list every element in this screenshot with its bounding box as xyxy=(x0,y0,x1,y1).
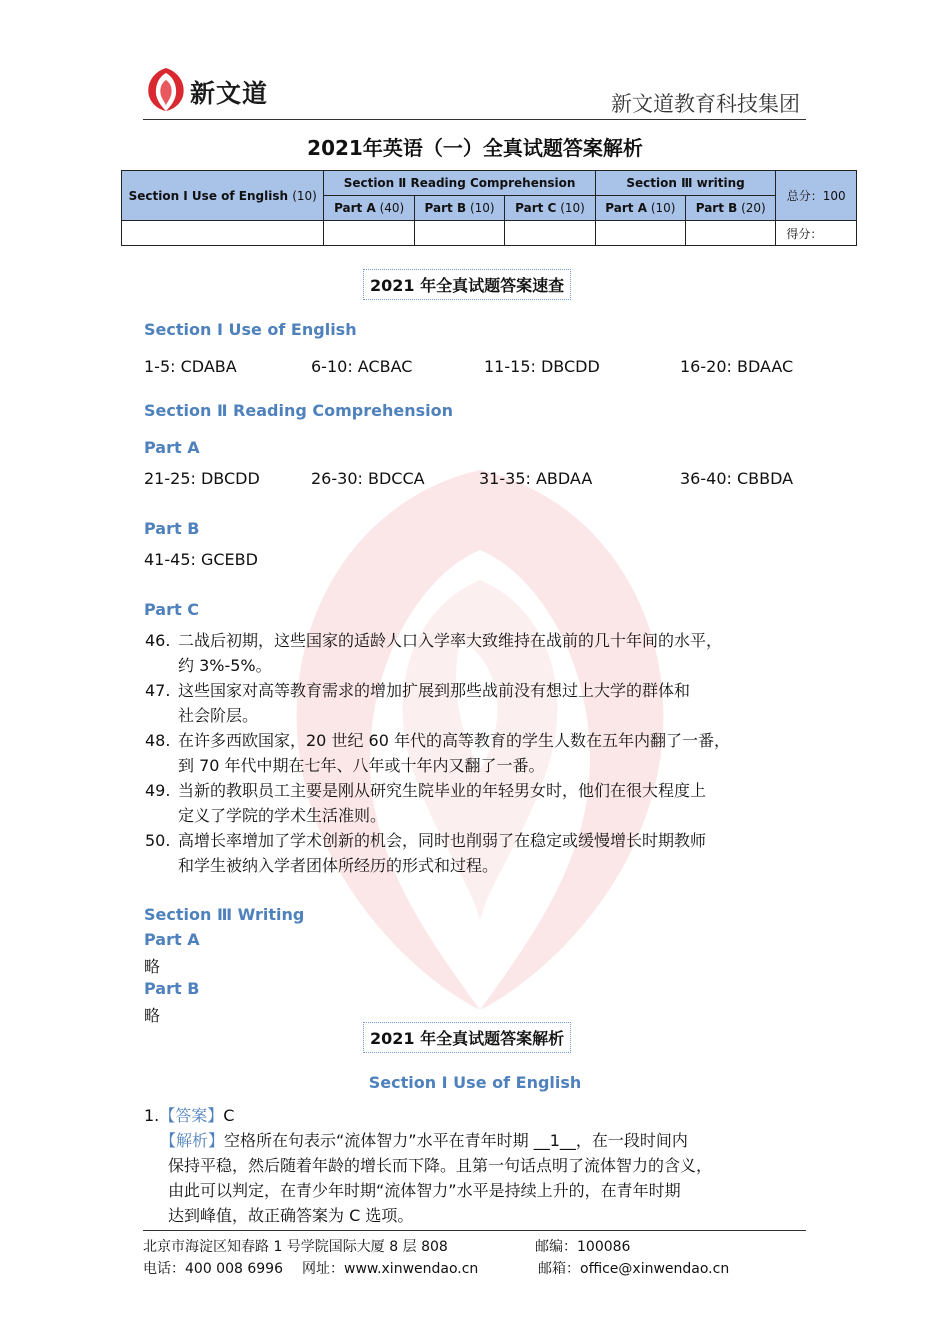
analysis-title: 2021 年全真试题答案解析 xyxy=(363,1022,571,1053)
translation-item: 46. 二战后初期，这些国家的适龄人口入学率大致维持在战前的几十年间的水平， 约 3%-5%。 xyxy=(145,631,723,675)
footer-postcode: 邮编：100086 xyxy=(535,1239,631,1255)
analysis-section1-title: Section I Use of English xyxy=(368,1073,582,1092)
section1-header: Section I Use of English (10) xyxy=(122,171,324,221)
score-cell xyxy=(505,221,595,246)
section2-title: Section Ⅱ Reading Comprehension xyxy=(144,401,453,420)
writing-part-a-title: Part A xyxy=(144,930,200,949)
logo-icon xyxy=(143,66,189,112)
section3-title: Section Ⅲ Writing xyxy=(144,905,305,924)
answer-group: 11-15: DBCDD xyxy=(484,357,600,376)
score-cell xyxy=(122,221,324,246)
translation-item: 49. 当新的教职员工主要是刚从研究生院毕业的年轻男女时，他们在很大程度上 定义了学院的学术生活准则。 xyxy=(145,781,707,825)
part-header: Part B (10) xyxy=(414,196,504,221)
answer-group: 31-35: ABDAA xyxy=(479,469,593,488)
answer-group: 1-5: CDABA xyxy=(144,357,237,376)
section1-title: Section I Use of English xyxy=(144,320,357,339)
footer-address: 北京市海淀区知春路 1 号学院国际大厦 8 层 808 xyxy=(143,1239,448,1255)
question-1-explanation-line: 保持平稳，然后随着年龄的增长而下降。且第一句话点明了流体智力的含义， xyxy=(168,1156,713,1175)
answer-group: 26-30: BDCCA xyxy=(311,469,425,488)
translation-item: 50. 高增长率增加了学术创新的机会，同时也削弱了在稳定或缓慢增长时期教师 和学生被纳入学者团体所经历的形式和过程。 xyxy=(145,831,707,875)
answer-group: 6-10: ACBAC xyxy=(311,357,413,376)
section2-header: Section Ⅱ Reading Comprehension xyxy=(324,171,595,196)
translation-item: 48. 在许多西欧国家，20 世纪 60 年代的高等教育的学生人数在五年内翻了一番， 到 70 年代中期在七年、八年或十年内又翻了一番。 xyxy=(145,731,730,775)
part-a-title: Part A xyxy=(144,438,200,457)
translation-item: 47. 这些国家对高等教育需求的增加扩展到那些战前没有想过上大学的群体和 社会阶层。 xyxy=(145,681,691,725)
company-name: 新文道教育科技集团 xyxy=(611,92,800,116)
footer-divider xyxy=(143,1230,806,1231)
footer-phone: 电话：400 008 6996 xyxy=(143,1261,283,1277)
answer-group: 16-20: BDAAC xyxy=(680,357,794,376)
quick-answers-title: 2021 年全真试题答案速查 xyxy=(363,269,571,300)
footer-email[interactable]: 邮箱：office@xinwendao.cn xyxy=(538,1261,730,1277)
part-header: Part B (20) xyxy=(686,196,776,221)
part-header: Part A (40) xyxy=(324,196,414,221)
writing-part-b-text: 略 xyxy=(144,1006,161,1025)
score-table xyxy=(121,170,857,246)
answer-group: 41-45: GCEBD xyxy=(144,550,258,569)
score-cell xyxy=(686,221,776,246)
header-divider xyxy=(143,119,806,120)
question-1-explanation-line: 【解析】空格所在句表示“流体智力”水平在青年时期 __1__，在一段时间内 xyxy=(160,1131,688,1150)
question-1-answer: 1.【答案】C xyxy=(144,1106,235,1125)
writing-part-b-title: Part B xyxy=(144,979,200,998)
score-cell xyxy=(324,221,414,246)
writing-part-a-text: 略 xyxy=(144,957,161,976)
part-header: Part A (10) xyxy=(595,196,685,221)
total-score: 总分：100 xyxy=(776,171,857,221)
part-header: Part C (10) xyxy=(505,196,595,221)
footer-website[interactable]: 网址：www.xinwendao.cn xyxy=(302,1261,479,1277)
question-1-explanation-line: 达到峰值，故正确答案为 C 选项。 xyxy=(168,1206,414,1225)
answer-group: 36-40: CBBDA xyxy=(680,469,794,488)
score-label: 得分： xyxy=(776,221,857,246)
score-cell xyxy=(595,221,685,246)
section3-header: Section Ⅲ writing xyxy=(595,171,776,196)
score-cell xyxy=(414,221,504,246)
logo-text: 新文道 xyxy=(190,79,269,108)
part-b-title: Part B xyxy=(144,519,200,538)
part-c-title: Part C xyxy=(144,600,199,619)
page-title: 2021年英语（一）全真试题答案解析 xyxy=(307,136,643,160)
answer-group: 21-25: DBCDD xyxy=(144,469,260,488)
question-1-explanation-line: 由此可以判定，在青少年时期“流体智力”水平是持续上升的，在青年时期 xyxy=(168,1181,681,1200)
